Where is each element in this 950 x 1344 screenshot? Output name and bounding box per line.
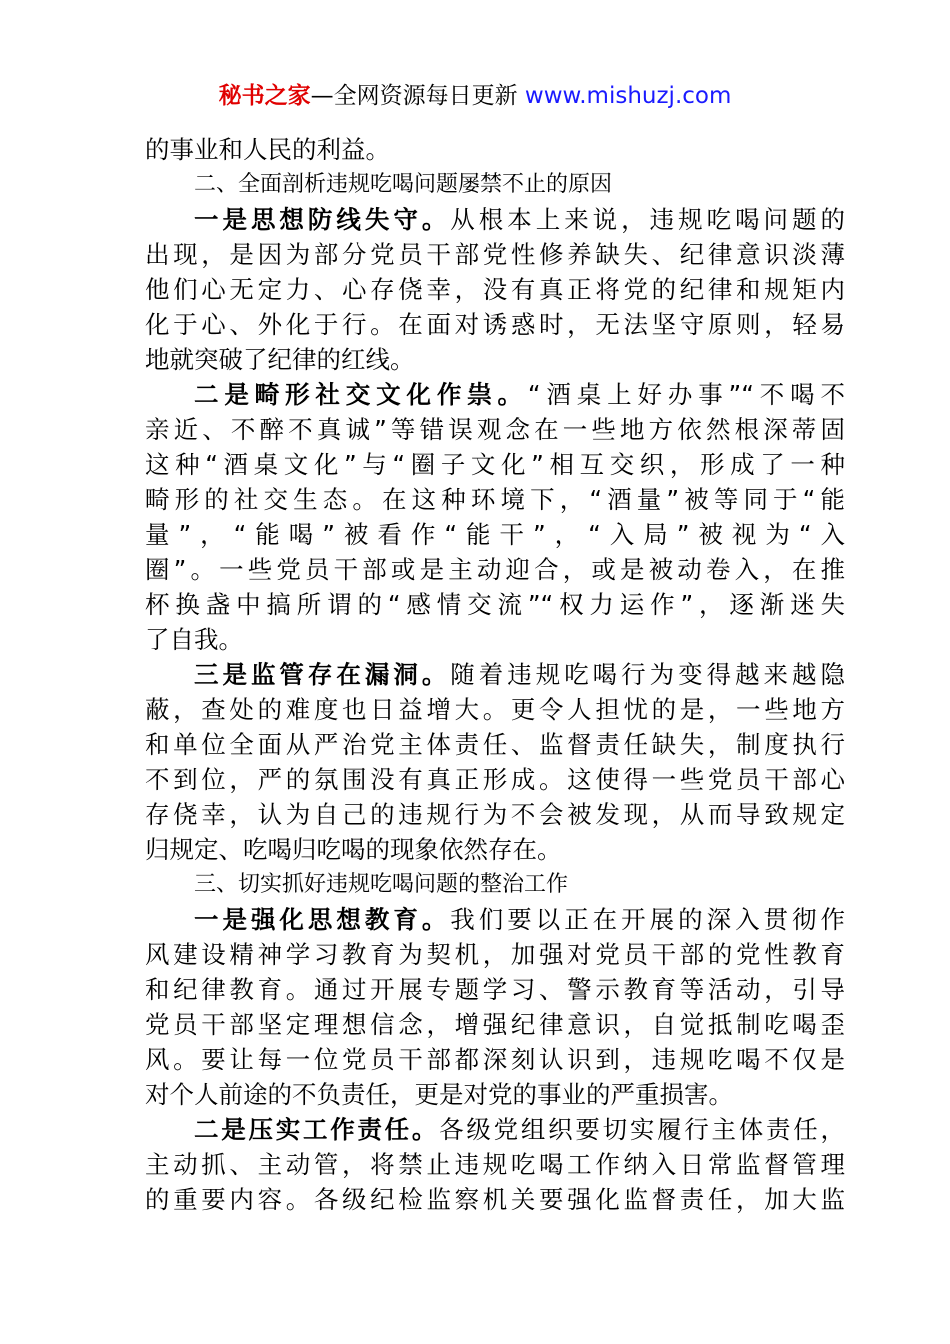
text-line: 党员干部坚定理想信念，增强纪律意识，自觉抵制吃喝歪	[145, 1010, 845, 1039]
section-heading-2: 二、全面剖析违规吃喝问题屡禁不止的原因	[194, 172, 613, 197]
point-heading: 一是强化思想教育。	[194, 905, 451, 934]
paragraph-line: 一是思想防线失守。从根本上来说，违规吃喝问题的	[194, 205, 845, 234]
text-line: 他们心无定力、心存侥幸，没有真正将党的纪律和规矩内	[145, 275, 845, 304]
text-line: 不到位，严的氛围没有真正形成。这使得一些党员干部心	[145, 765, 845, 794]
text-line: 归规定、吃喝归吃喝的现象依然存在。	[145, 835, 562, 864]
text-line: 出现，是因为部分党员干部党性修养缺失、纪律意识淡薄	[145, 240, 845, 269]
section-heading-3: 三、切实抓好违规吃喝问题的整治工作	[194, 872, 569, 897]
text-line: 了自我。	[145, 625, 243, 654]
text-line: 圈”。一些党员干部或是主动迎合，或是被动卷入，在推	[145, 555, 845, 584]
text-line: 对个人前途的不负责任，更是对党的事业的严重损害。	[145, 1080, 733, 1109]
site-tagline: —全网资源每日更新	[310, 83, 525, 109]
paragraph-line: 三是监管存在漏洞。随着违规吃喝行为变得越来越隐	[194, 660, 845, 689]
paragraph-line: 二是压实工作责任。各级党组织要切实履行主体责任，	[194, 1115, 846, 1144]
site-url-link[interactable]: www.mishuzj.com	[524, 83, 732, 109]
paragraph-line: 二是畸形社交文化作祟。“酒桌上好办事”“不喝不	[194, 380, 846, 409]
site-header	[0, 80, 950, 112]
text-line: 风建设精神学习教育为契机，加强对党员干部的党性教育	[145, 940, 845, 969]
text-line: 存侥幸，认为自己的违规行为不会被发现，从而导致规定	[145, 800, 845, 829]
point-heading: 二是畸形社交文化作祟。	[194, 380, 528, 409]
text-line: 主动抓、主动管，将禁止违规吃喝工作纳入日常监督管理	[145, 1150, 845, 1179]
point-heading: 一是思想防线失守。	[194, 205, 451, 234]
text-line: 的重要内容。各级纪检监察机关要强化监督责任，加大监	[145, 1185, 845, 1214]
text-line: 蔽，查处的难度也日益增大。更令人担忧的是，一些地方	[145, 695, 845, 724]
text-line: 这种“酒桌文化”与“圈子文化”相互交织，形成了一种	[145, 450, 845, 479]
text-line: 的事业和人民的利益。	[145, 135, 390, 164]
point-heading: 三是监管存在漏洞。	[194, 660, 451, 689]
paragraph-line: 一是强化思想教育。我们要以正在开展的深入贯彻作	[194, 905, 845, 934]
text-line: 地就突破了纪律的红线。	[145, 345, 415, 374]
text-line: 和纪律教育。通过开展专题学习、警示教育等活动，引导	[145, 975, 845, 1004]
text-line: 风。要让每一位党员干部都深刻认识到，违规吃喝不仅是	[145, 1045, 845, 1074]
text-line: 化于心、外化于行。在面对诱惑时，无法坚守原则，轻易	[145, 310, 845, 339]
text-line: 量”，“能喝”被看作“能干”，“入局”被视为“入	[145, 520, 845, 549]
text-line: 畸形的社交生态。在这种环境下，“酒量”被等同于“能	[145, 485, 845, 514]
point-heading: 二是压实工作责任。	[194, 1115, 440, 1144]
text-line: 和单位全面从严治党主体责任、监督责任缺失，制度执行	[145, 730, 845, 759]
text-line: 亲近、不醉不真诚”等错误观念在一些地方依然根深蒂固	[145, 415, 845, 444]
text-line: 杯换盏中搞所谓的“感情交流”“权力运作”，逐渐迷失	[145, 590, 845, 619]
site-brand: 秘书之家	[218, 83, 311, 109]
document-body	[145, 132, 845, 1217]
